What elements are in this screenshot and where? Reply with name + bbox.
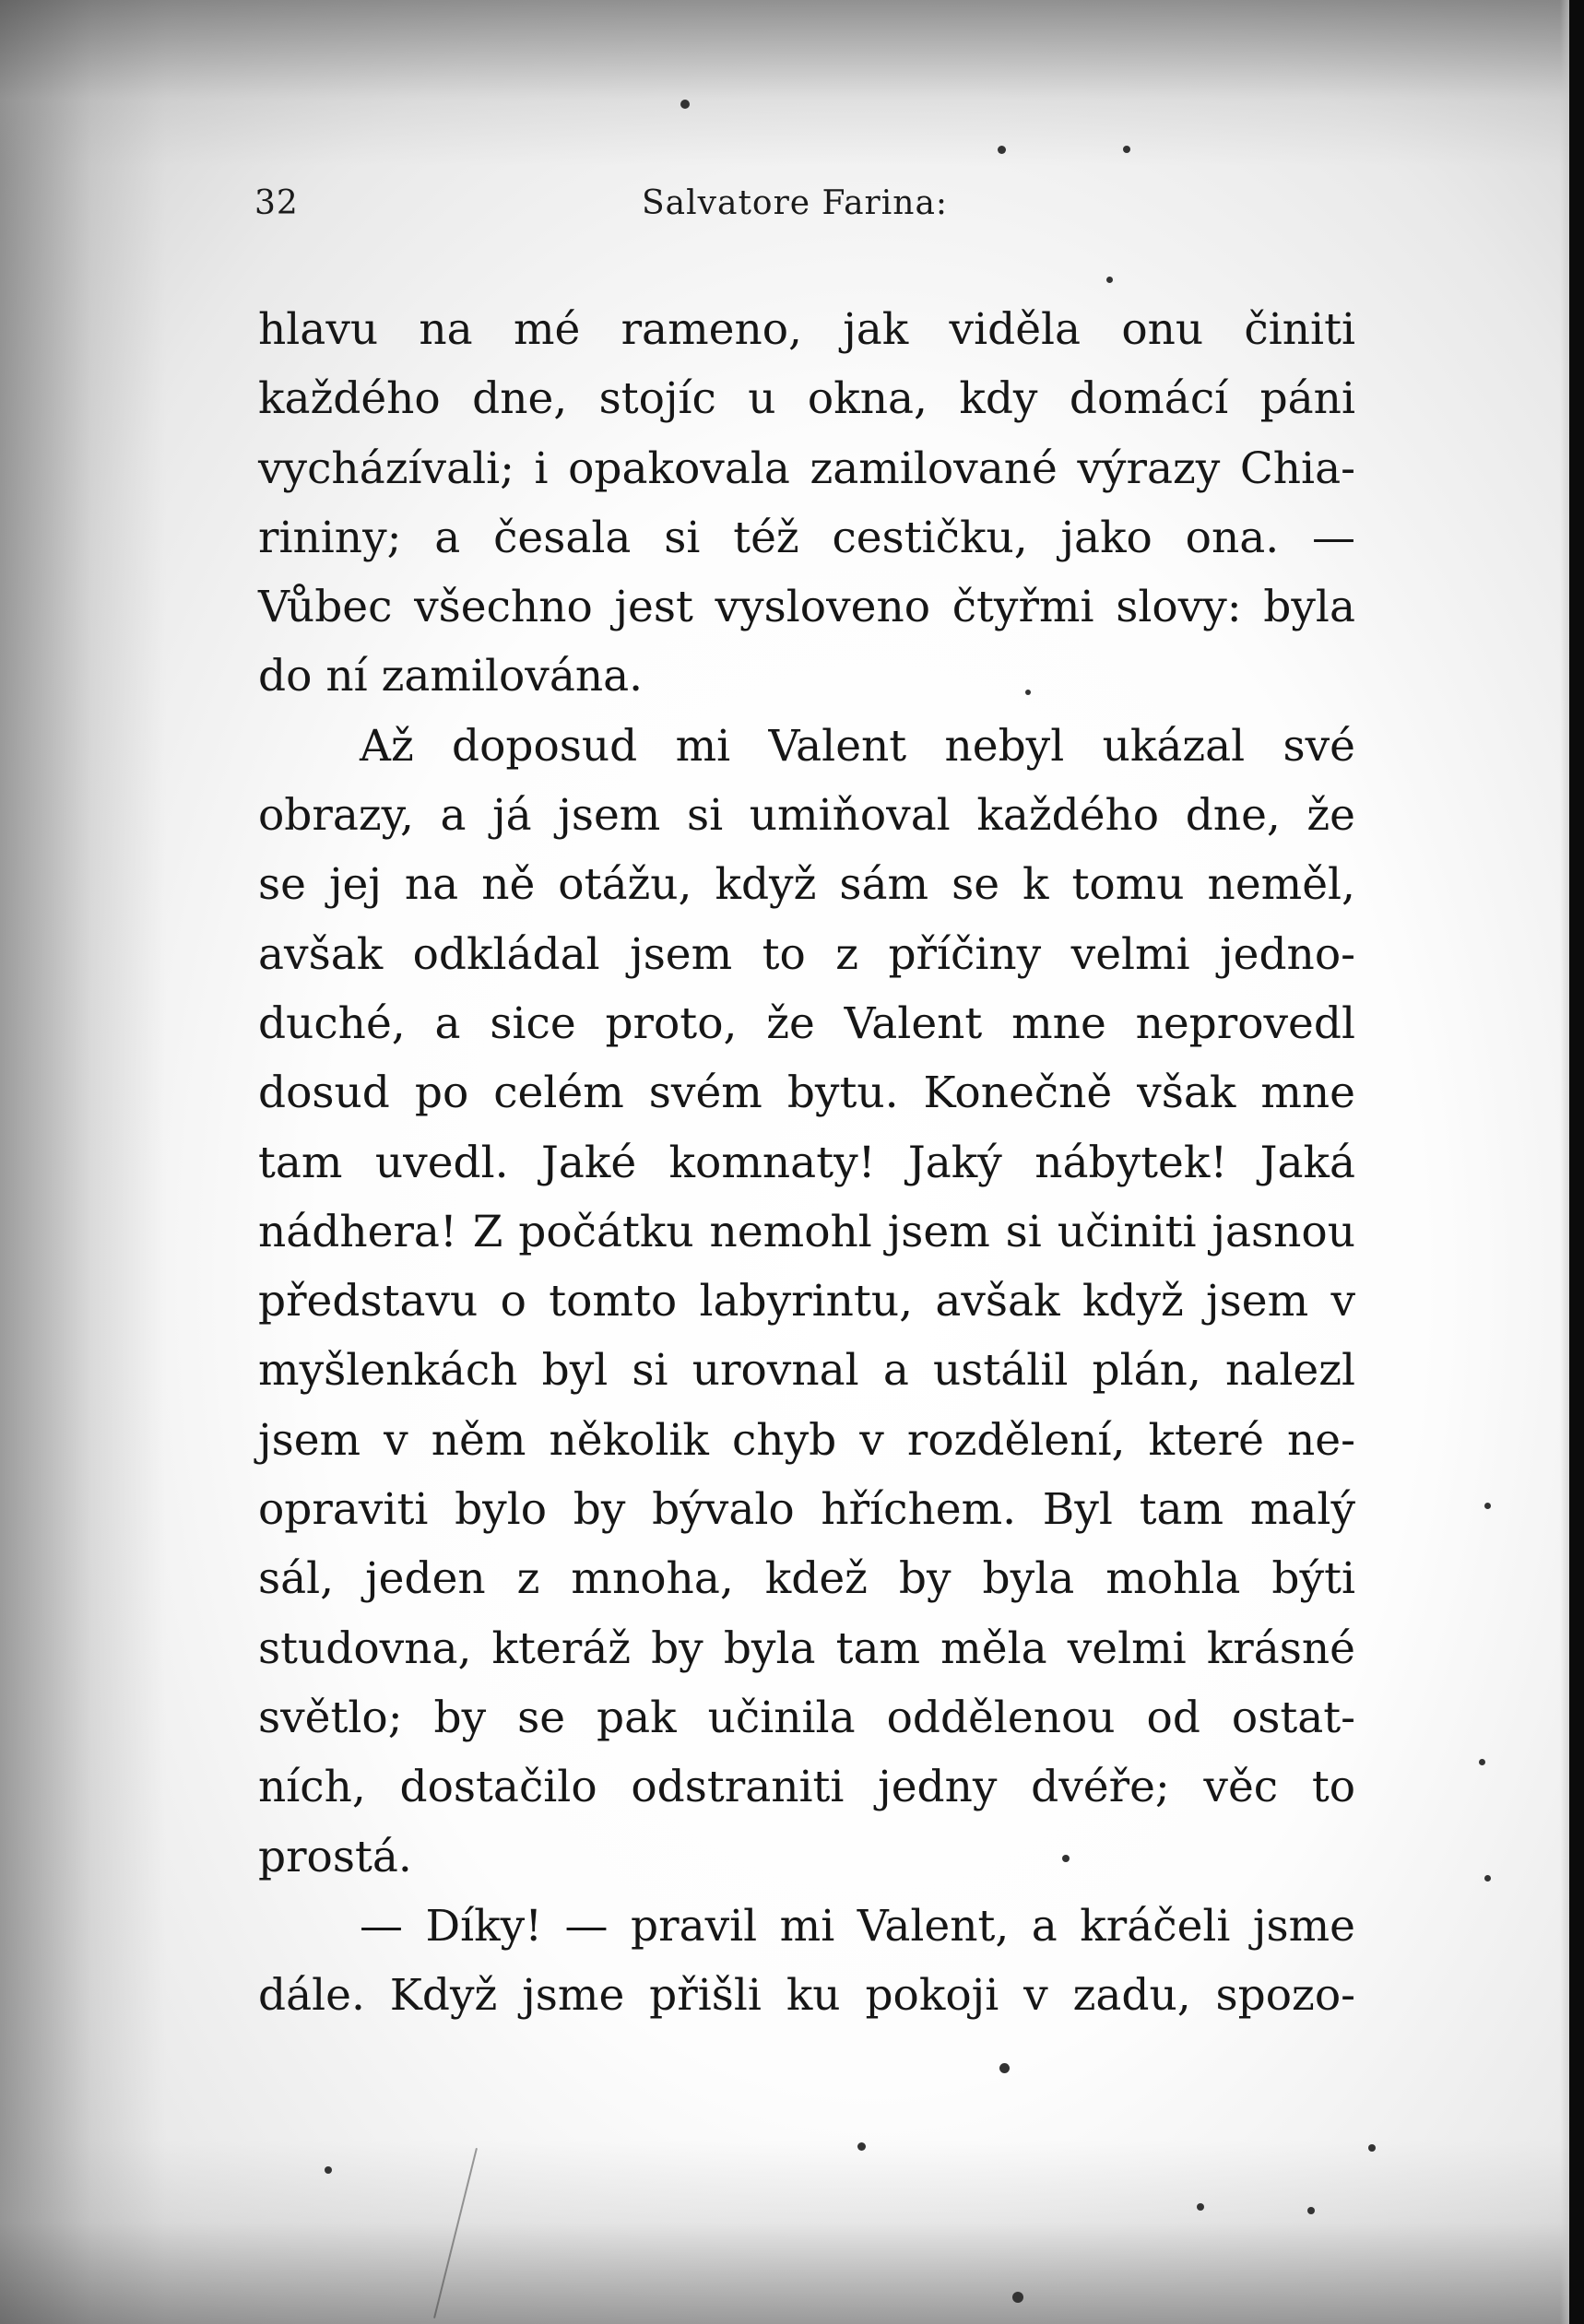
text-line: do ní zamilována. <box>258 651 644 702</box>
text-line: opraviti bylo by bývalo hříchem. Byl tam malý <box>258 1484 1355 1536</box>
text-line: ních, dostačilo odstraniti jedny dvéře; věc to <box>258 1762 1355 1813</box>
scan-speck <box>1197 2203 1204 2211</box>
text-line: hlavu na mé rameno, jak viděla onu činiti <box>258 304 1355 355</box>
scan-speck <box>1307 2207 1315 2214</box>
scan-speck <box>999 2063 1010 2073</box>
text-line: se jej na ně otážu, když sám se k tomu neměl, <box>258 859 1355 911</box>
text-line: Vůbec všechno jest vysloveno čtyřmi slovy: byla <box>258 582 1355 633</box>
text-line: tam uvedl. Jaké komnaty! Jaký nábytek! Jaká <box>258 1137 1355 1188</box>
page-header <box>254 184 983 240</box>
scan-speck <box>1123 146 1130 153</box>
scan-speck <box>680 100 690 109</box>
paragraph-start-line: — Díky! — pravil mi Valent, a kráčeli jsme <box>360 1900 1355 1952</box>
running-head: Salvatore Farina: <box>642 184 949 222</box>
text-line: sál, jeden z mnoha, kdež by byla mohla býti <box>258 1553 1355 1605</box>
scan-shadow-left <box>0 0 166 2324</box>
scan-speck <box>1484 1875 1491 1882</box>
text-line: myšlenkách byl si urovnal a ustálil plán, nalezl <box>258 1345 1355 1397</box>
scan-speck <box>998 146 1006 154</box>
scan-shadow-top <box>0 0 1584 166</box>
scan-speck <box>1484 1503 1491 1509</box>
text-line: dále. Když jsme přišli ku pokoji v zadu, spozo- <box>258 1970 1355 2022</box>
text-line: avšak odkládal jsem to z příčiny velmi jedno- <box>258 928 1355 980</box>
text-line: duché, a sice proto, že Valent mne neprovedl <box>258 997 1355 1049</box>
paragraph-start-line: Až doposud mi Valent nebyl ukázal své <box>360 720 1355 772</box>
scan-speck <box>1012 2292 1023 2303</box>
text-line: studovna, kteráž by byla tam měla velmi krásné <box>258 1622 1355 1674</box>
scan-edge-gap <box>1560 0 1569 2324</box>
binding-strip <box>1569 0 1584 2324</box>
scan-speck <box>1106 277 1113 283</box>
scan-speck <box>1479 1759 1485 1765</box>
scan-speck <box>857 2142 866 2151</box>
text-line: prostá. <box>258 1831 412 1882</box>
text-line: vycházívali; i opakovala zamilované výrazy Chia- <box>258 442 1355 494</box>
text-line: dosud po celém svém bytu. Konečně však mne <box>258 1068 1355 1119</box>
scan-speck <box>1368 2144 1376 2152</box>
text-line: světlo; by se pak učinila oddělenou od ostat- <box>258 1692 1355 1743</box>
text-line: nádhera! Z počátku nemohl jsem si učiniti jasnou <box>258 1206 1355 1257</box>
scan-speck <box>1062 1855 1070 1862</box>
text-line: každého dne, stojíc u okna, kdy domácí páni <box>258 373 1355 425</box>
text-line: jsem v něm několik chyb v rozdělení, které ne- <box>258 1414 1355 1466</box>
body-text <box>258 295 1365 2030</box>
text-line: představu o tomto labyrintu, avšak když jsem v <box>258 1276 1355 1327</box>
text-line: rininy; a česala si též cestičku, jako ona. — <box>258 512 1355 563</box>
page-number: 32 <box>254 184 299 222</box>
scan-speck <box>325 2166 332 2174</box>
scan-speck <box>1025 690 1031 695</box>
text-line: obrazy, a já jsem si umiňoval každého dne, že <box>258 790 1355 842</box>
scan-shadow-bottom <box>0 2140 1584 2324</box>
